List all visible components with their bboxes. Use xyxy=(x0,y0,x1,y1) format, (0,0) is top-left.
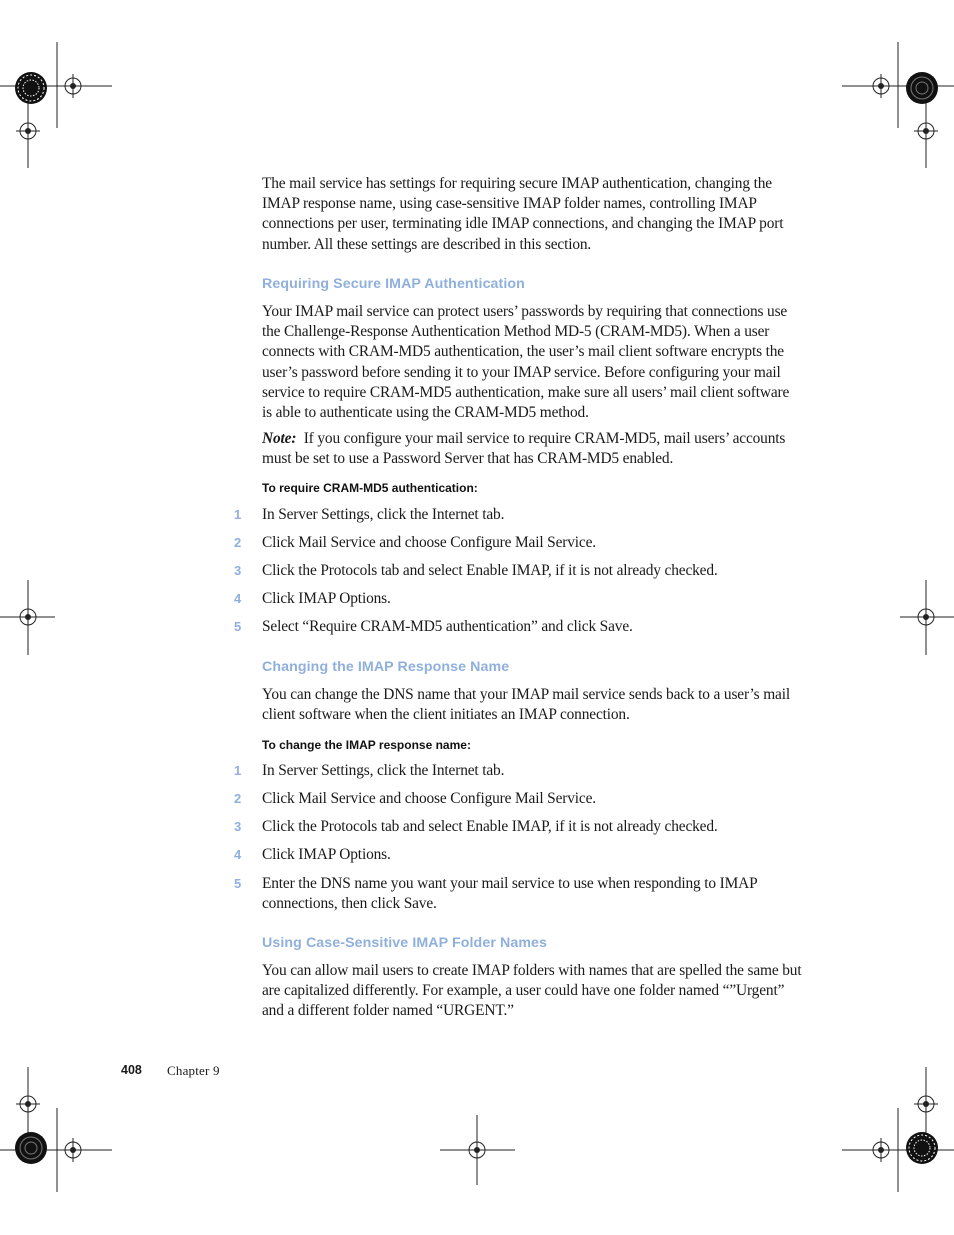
step-number: 5 xyxy=(234,619,242,634)
heading-requiring-secure-imap: Requiring Secure IMAP Authentication xyxy=(262,276,525,292)
step-text: Click Mail Service and choose Configure Mail Service. xyxy=(262,790,596,807)
page-number: 408 xyxy=(121,1063,142,1077)
case-body-text: You can allow mail users to create IMAP folders with names that are spelled the same but are capitalized differently. For example, a user could have one folder named “”Urgent” and a different folder named “URGENT.” xyxy=(262,962,802,1020)
step-text: Click the Protocols tab and select Enable IMAP, if it is not already checked. xyxy=(262,562,718,579)
intro-paragraph xyxy=(262,174,802,255)
step-number: 1 xyxy=(234,763,242,778)
step-text: In Server Settings, click the Internet tab. xyxy=(262,762,505,779)
step-text: Click Mail Service and choose Configure Mail Service. xyxy=(262,534,596,551)
note-label: Note: xyxy=(262,430,297,447)
chapter-label: Chapter 9 xyxy=(167,1063,220,1078)
secure-body-paragraph xyxy=(262,302,802,423)
step-number: 2 xyxy=(234,791,242,806)
step-number: 4 xyxy=(234,847,242,862)
step-text: Click IMAP Options. xyxy=(262,590,391,607)
step-number: 4 xyxy=(234,591,242,606)
note-text: If you configure your mail service to require CRAM-MD5, mail users’ accounts must be set to use a Password Server that has CRAM-MD5 enabled. xyxy=(262,430,786,468)
step-text: Click IMAP Options. xyxy=(262,846,391,863)
step-number: 3 xyxy=(234,563,242,578)
step-number: 2 xyxy=(234,535,242,550)
note-paragraph xyxy=(262,429,802,469)
step-text: In Server Settings, click the Internet tab. xyxy=(262,506,505,523)
case-body-paragraph xyxy=(262,961,802,1022)
heading-case-sensitive-folder-names: Using Case-Sensitive IMAP Folder Names xyxy=(262,935,548,951)
secure-body-text: Your IMAP mail service can protect users’ passwords by requiring that connections use the Challenge-Response Authentication Method MD-5 (CRAM-MD5). When a user connects with CRAM-MD5 authentication, the user’s mail client software encrypts the user’s password before sending it to your IMAP service. Before configuring your mail service to require CRAM-MD5 authentication, make sure all users’ mail client software is able to authenticate using the CRAM-MD5 method. xyxy=(262,303,790,422)
step-text: Click the Protocols tab and select Enable IMAP, if it is not already checked. xyxy=(262,818,718,835)
intro-text: The mail service has settings for requiring secure IMAP authentication, changing the IMAP response name, using case-sensitive IMAP folder names, controlling IMAP connections per user, terminating idle IMAP connections, and changing the IMAP port number. All these settings are described in this section. xyxy=(262,175,784,253)
response-body-text: You can change the DNS name that your IMAP mail service sends back to a user’s mail client software when the client initiates an IMAP connection. xyxy=(262,686,790,724)
procedure-title-cram: To require CRAM-MD5 authentication: xyxy=(262,481,478,495)
response-body-paragraph xyxy=(262,685,802,725)
step-number: 5 xyxy=(234,876,242,891)
step-number: 1 xyxy=(234,507,242,522)
step-text: Select “Require CRAM-MD5 authentication” and click Save. xyxy=(262,618,633,635)
procedure-title-response: To change the IMAP response name: xyxy=(262,738,471,752)
note xyxy=(262,429,802,469)
step-number: 3 xyxy=(234,819,242,834)
step-text: Enter the DNS name you want your mail service to use when responding to IMAP connections, then click Save. xyxy=(262,875,757,913)
heading-changing-imap-response-name: Changing the IMAP Response Name xyxy=(262,659,510,675)
